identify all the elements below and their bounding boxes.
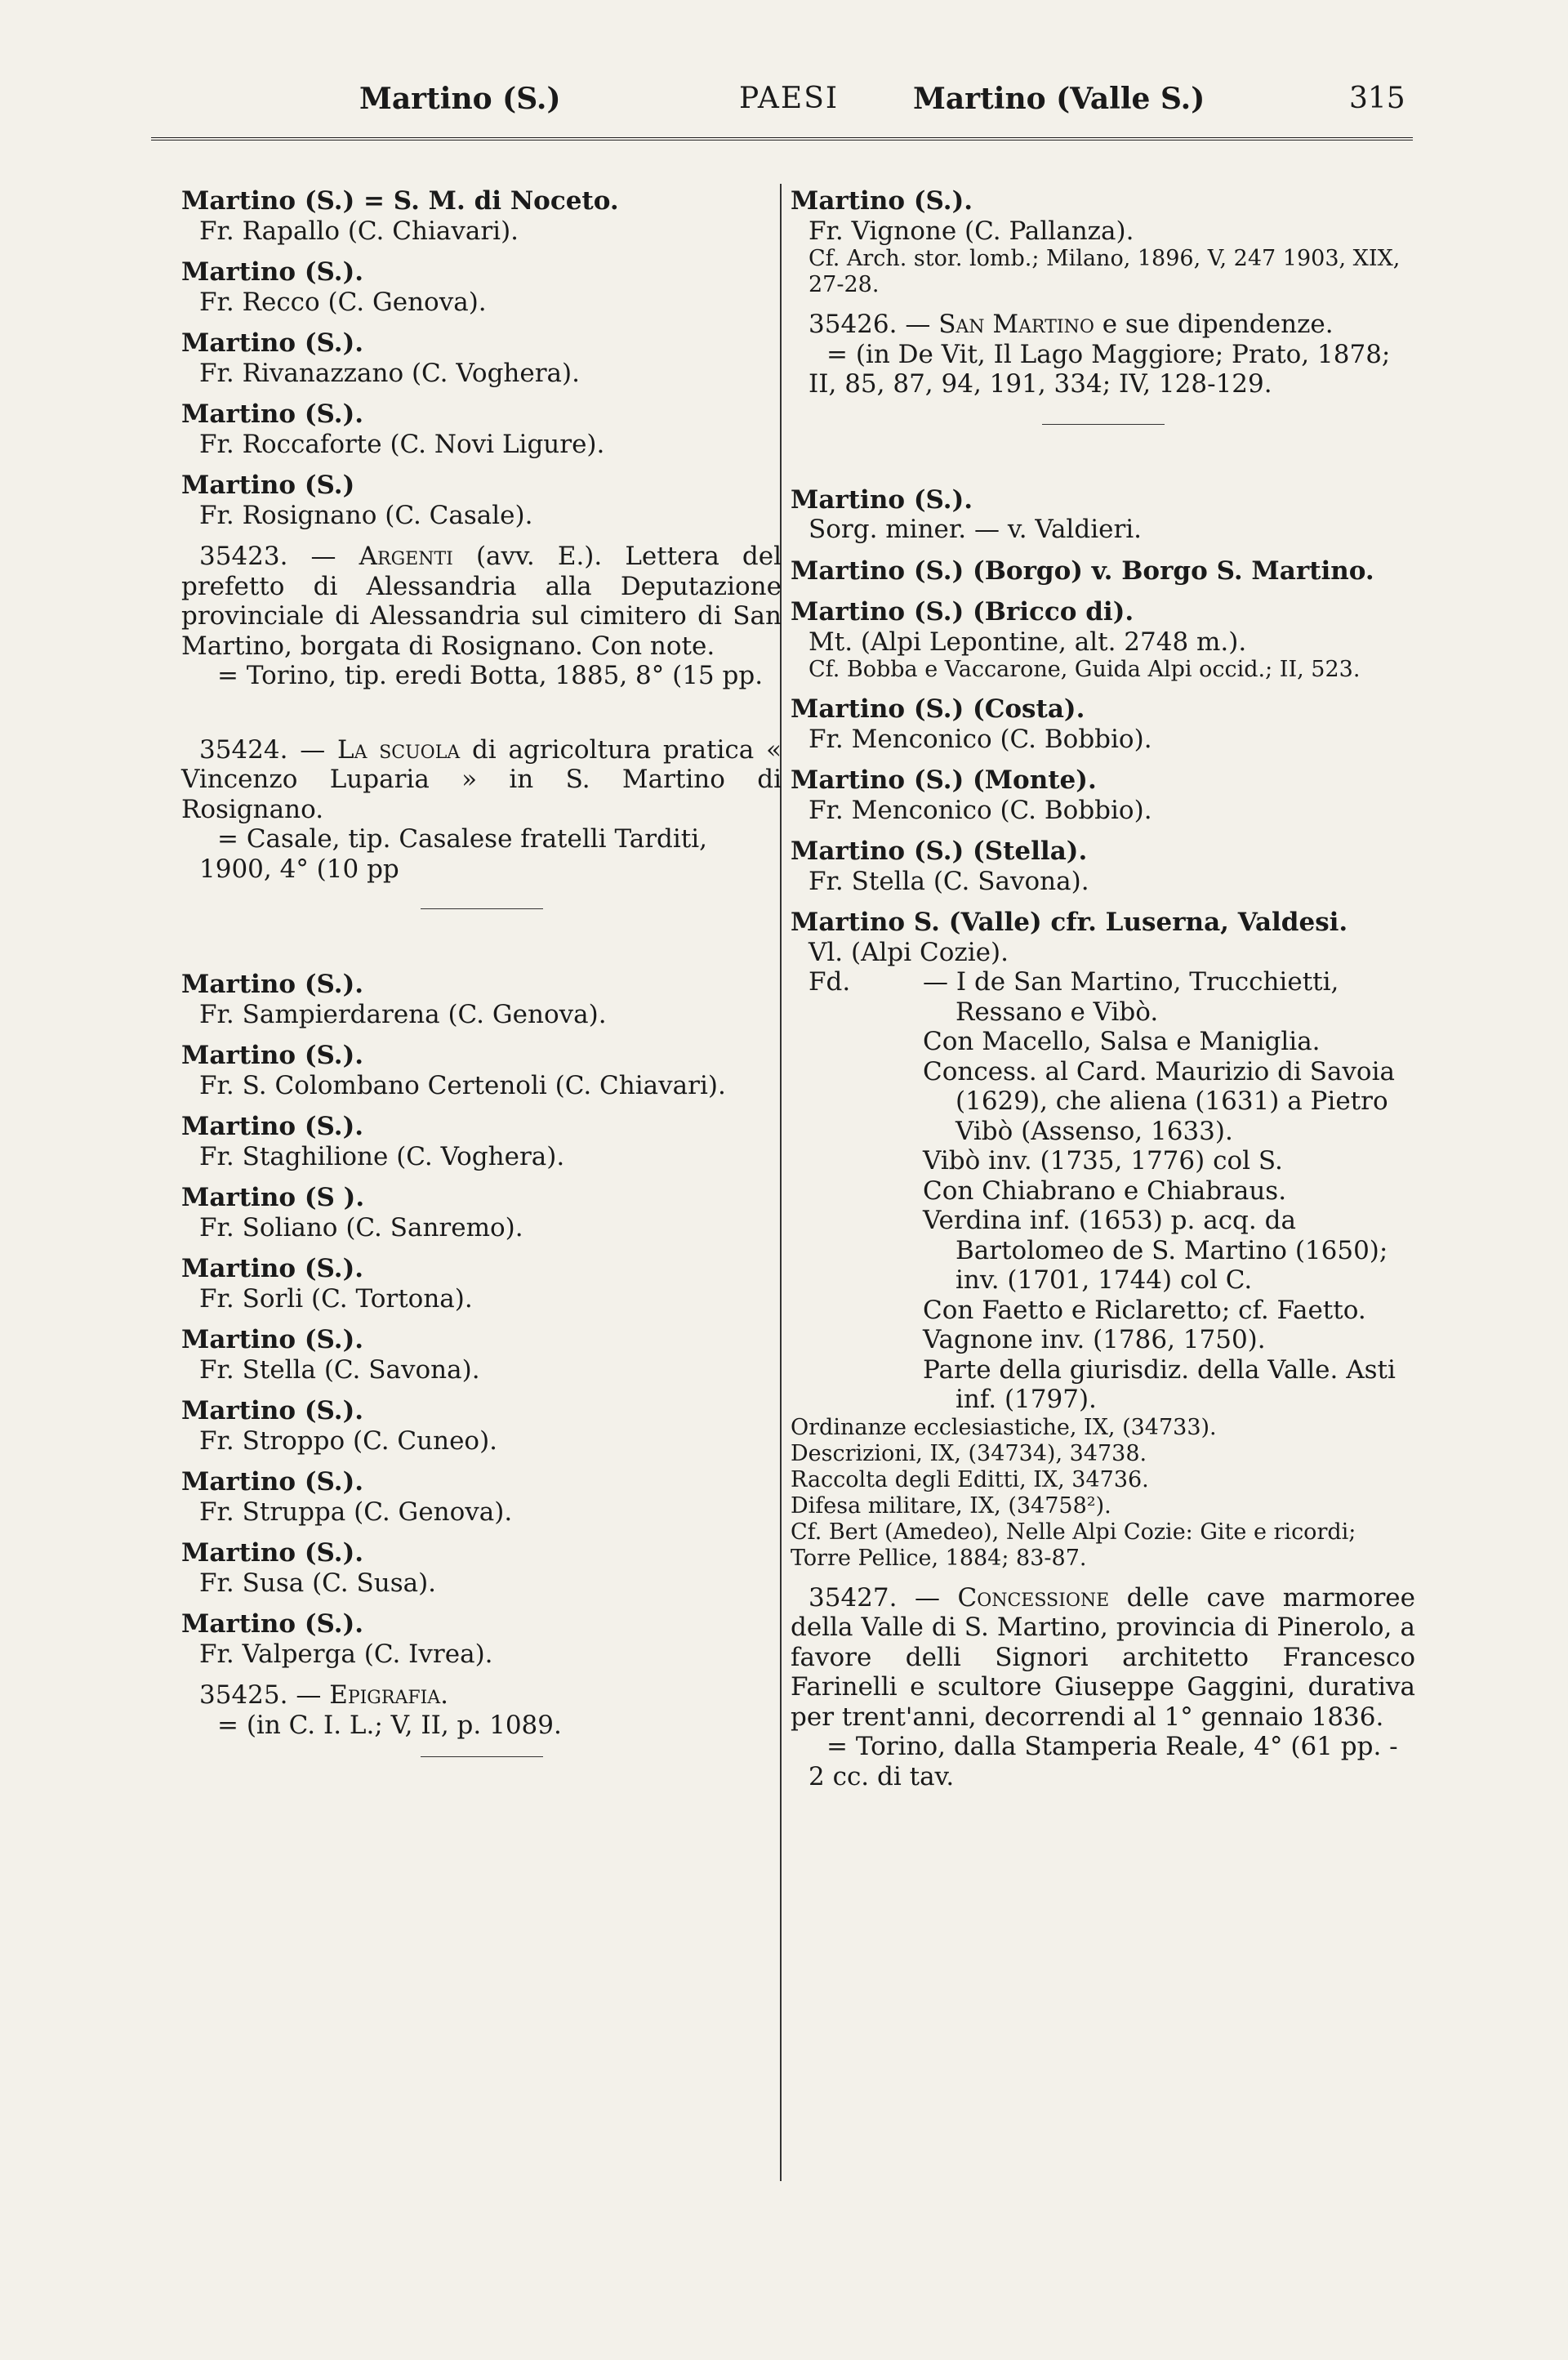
entry-heading: Martino (S.). <box>791 484 973 515</box>
entry-publication: = Casale, tip. Casalese fratelli Tarditi, 1900, 4° (10 pp <box>199 824 708 884</box>
entry-heading: Martino (S.) (Stella). <box>791 836 1088 866</box>
entry-reference: Cf. Arch. stor. lomb.; Milano, 1896, V, 247 1903, XIX, 27-28. <box>808 246 1401 297</box>
entry-reference: Cf. Bert (Amedeo), Nelle Alpi Cozie: Gite e ricordi; Torre Pellice, 1884; 83-87. <box>791 1519 1356 1571</box>
entry <box>791 765 1415 825</box>
fief-line: Con Macello, Salsa e Maniglia. <box>923 1027 1321 1056</box>
entry <box>181 970 782 1029</box>
entry-text: delle cave marmoree della Valle di S. Martino, provincia di Pinerolo, a favore delli Signori architetto Francesco Farinelli e scultore Giuseppe Gaggini, durativa per trent'anni, decorrendi al 1° gennaio 1836. <box>791 1582 1415 1732</box>
entry <box>181 1041 782 1100</box>
entry <box>181 1467 782 1527</box>
entry-heading: Martino (S.) (Borgo) v. Borgo S. Martino. <box>791 555 1374 586</box>
fief-line: Vibò inv. (1735, 1776) col S. <box>923 1146 1283 1176</box>
entry-heading: Martino (S.). <box>181 257 364 287</box>
entry-line: Fr. Rosignano (C. Casale). <box>199 500 533 530</box>
entry-line: Mt. (Alpi Lepontine, alt. 2748 m.). <box>808 627 1247 657</box>
right-column <box>791 186 1415 1803</box>
entry-number: 35425. — <box>199 1680 322 1710</box>
entry <box>181 471 782 530</box>
entry <box>791 836 1415 896</box>
entry-line: Fr. Valperga (C. Ivrea). <box>199 1639 493 1669</box>
entry-text: e sue dipendenze. <box>1102 310 1334 339</box>
separator-rule <box>421 908 543 909</box>
entry-line: Fr. Struppa (C. Genova). <box>199 1497 513 1527</box>
fief-block <box>791 967 1415 1415</box>
entry <box>181 1538 782 1598</box>
entry-author: Concessione <box>957 1582 1110 1613</box>
entry <box>181 257 782 317</box>
entry <box>181 1325 782 1385</box>
entry-heading: Martino (S ). <box>181 1183 365 1212</box>
entry <box>791 597 1415 683</box>
entry-heading: Martino (S.). <box>791 186 973 216</box>
entry-line: Fr. Susa (C. Susa). <box>199 1568 437 1598</box>
header-center: PAESI <box>739 82 840 115</box>
entry-heading: Martino (S.) = S. M. di Noceto. <box>181 186 619 216</box>
entry-heading: Martino (S.). <box>181 1254 364 1283</box>
entry <box>181 1254 782 1314</box>
entry-heading: Martino S. (Valle) cfr. Luserna, Valdesi. <box>791 908 1348 937</box>
fief-line: Con Faetto e Riclaretto; cf. Faetto. <box>923 1295 1366 1325</box>
fief-label: Fd. <box>808 967 851 997</box>
fief-line: Verdina inf. (1653) p. acq. da Bartolomeo de S. Martino (1650); inv. (1701, 1744) col C. <box>923 1206 1388 1295</box>
entry-author: Argenti <box>359 542 453 571</box>
entry-heading: Martino (S.). <box>181 1538 364 1568</box>
separator-rule <box>1042 424 1165 425</box>
entry <box>181 1396 782 1456</box>
entry-line: Fr. Menconico (C. Bobbio). <box>808 724 1152 754</box>
entry-heading: Martino (S.). <box>181 1041 364 1070</box>
entry-heading: Martino (S.). <box>181 399 364 429</box>
entry <box>181 328 782 388</box>
entry-heading: Martino (S.) (Costa). <box>791 694 1085 724</box>
header-left: Martino (S.) <box>359 82 561 116</box>
fief-line: Concess. al Card. Maurizio di Savoia (1629), che aliena (1631) a Pietro Vibò (Assenso, 1633). <box>923 1056 1395 1146</box>
entry-line: Fr. Recco (C. Genova). <box>199 287 487 317</box>
entry-line: Fr. Vignone (C. Pallanza). <box>808 216 1134 246</box>
entry-line: Fr. Menconico (C. Bobbio). <box>808 795 1152 825</box>
entry-heading: Martino (S.) (Monte). <box>791 765 1097 795</box>
entry-line: Fr. Stella (C. Savona). <box>808 866 1089 896</box>
entry-heading: Martino (S.). <box>181 328 364 358</box>
entry-line: Fr. Staghilione (C. Voghera). <box>199 1141 565 1171</box>
entry-author: San Martino <box>938 310 1094 339</box>
entry-number: 35423. — <box>199 542 336 571</box>
entry <box>181 1609 782 1669</box>
entry-line: Fr. Sampierdarena (C. Genova). <box>199 999 607 1029</box>
separator-rule <box>421 1756 543 1757</box>
entry <box>791 694 1415 754</box>
fief-line: — I de San Martino, Trucchietti, Ressano e Vibò. <box>923 967 1339 1027</box>
numbered-entry-35423 <box>181 542 782 691</box>
entry <box>181 399 782 459</box>
entry-valle <box>791 908 1415 1572</box>
entry-line: Fr. Stroppo (C. Cuneo). <box>199 1425 498 1456</box>
entry <box>791 485 1415 545</box>
entry <box>181 1112 782 1171</box>
entry-reference: Difesa militare, IX, (34758²). <box>791 1492 1111 1519</box>
entry-number: 35426. — <box>808 310 931 339</box>
entry-author: La scuola <box>336 734 461 765</box>
entry-number: 35424. — <box>199 734 326 765</box>
entry-heading: Martino (S.) <box>181 471 355 500</box>
entry-number: 35427. — <box>808 1582 940 1613</box>
entry-text: (avv. E.). Lettera del prefetto di Alessandria alla Deputazione provinciale di Alessandria sul cimitero di San Martino, borgata di Rosignano. Con note. <box>181 542 782 661</box>
entry <box>791 186 1415 298</box>
entry-heading: Martino (S.). <box>181 1609 364 1639</box>
numbered-entry-35424 <box>181 735 782 885</box>
entry-reference: Ordinanze ecclesiastiche, IX, (34733). <box>791 1414 1217 1440</box>
page-number: 315 <box>1349 82 1405 115</box>
fief-line: Parte della giurisdiz. della Valle. Asti inf. (1797). <box>923 1354 1396 1414</box>
header-rule <box>151 137 1413 141</box>
entry-line: Fr. Soliano (C. Sanremo). <box>199 1212 523 1242</box>
entry-heading: Martino (S.). <box>181 1467 364 1497</box>
entry-publication: = Torino, tip. eredi Botta, 1885, 8° (15 pp. <box>217 661 764 690</box>
entry-publication: = (in De Vit, Il Lago Maggiore; Prato, 1878; II, 85, 87, 94, 191, 334; IV, 128-129. <box>808 339 1391 399</box>
entry-publication: = (in C. I. L.; V, II, p. 1089. <box>217 1710 562 1740</box>
entry-heading: Martino (S.). <box>181 1396 364 1425</box>
entry-line: Sorg. miner. — v. Valdieri. <box>808 515 1143 544</box>
fief-line: Vagnone inv. (1786, 1750). <box>923 1325 1266 1354</box>
fief-line: Con Chiabrano e Chiabraus. <box>923 1176 1287 1206</box>
entry-text: di agricoltura pratica « Vincenzo Luparia » in S. Martino di Rosignano. <box>181 734 782 824</box>
entry-line: Fr. Roccaforte (C. Novi Ligure). <box>199 429 605 459</box>
entry-line: Fr. Sorli (C. Tortona). <box>199 1283 473 1314</box>
entry-heading: Martino (S.). <box>181 1112 364 1141</box>
entry-line: Vl. (Alpi Cozie). <box>808 937 1009 967</box>
entry-heading: Martino (S.) (Bricco di). <box>791 597 1134 627</box>
numbered-entry-35427 <box>791 1583 1415 1792</box>
entry-line: Fr. Rivanazzano (C. Voghera). <box>199 358 580 388</box>
entry-line: Fr. Stella (C. Savona). <box>199 1354 480 1385</box>
entry <box>181 1183 782 1242</box>
entry <box>791 556 1415 587</box>
header-right: Martino (Valle S.) <box>913 82 1205 116</box>
entry-line: Fr. Rapallo (C. Chiavari). <box>199 216 519 246</box>
numbered-entry-35426 <box>791 310 1415 399</box>
entry-reference: Descrizioni, IX, (34734), 34738. <box>791 1440 1147 1466</box>
entry-author: Epigrafia. <box>329 1680 449 1710</box>
numbered-entry-35425 <box>181 1680 782 1740</box>
entry <box>181 186 782 246</box>
entry-reference: Cf. Bobba e Vaccarone, Guida Alpi occid.; II, 523. <box>808 657 1361 682</box>
entry-heading: Martino (S.). <box>181 1325 364 1354</box>
entry-line: Fr. S. Colombano Certenoli (C. Chiavari). <box>199 1070 726 1100</box>
entry-heading: Martino (S.). <box>181 970 364 999</box>
left-column <box>181 186 782 1785</box>
entry-reference: Raccolta degli Editti, IX, 34736. <box>791 1466 1149 1492</box>
entry-publication: = Torino, dalla Stamperia Reale, 4° (61 pp. - 2 cc. di tav. <box>808 1732 1398 1791</box>
